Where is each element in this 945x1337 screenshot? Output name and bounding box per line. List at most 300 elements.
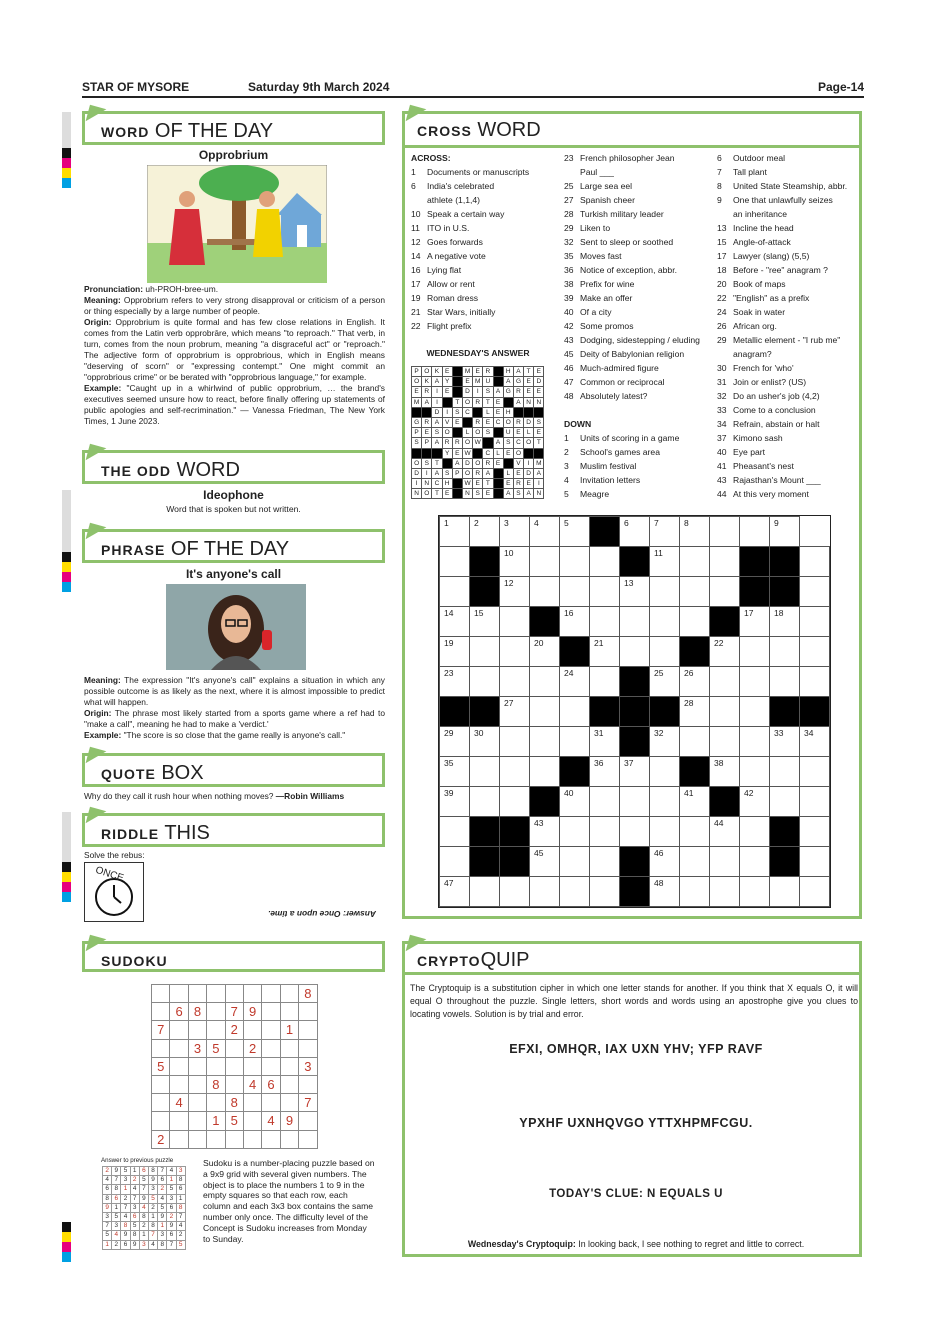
- sudoku-cell[interactable]: [170, 1021, 188, 1039]
- clue-col2b-0: 1 Units of scoring in a game: [564, 433, 680, 443]
- crossword-cell[interactable]: [770, 877, 800, 907]
- sudoku-cell[interactable]: 5: [207, 1039, 225, 1057]
- clue-col1-1: 6 India's celebrated: [411, 181, 495, 191]
- crossword-cell[interactable]: 11: [650, 547, 680, 577]
- crossword-cell[interactable]: 1: [440, 517, 470, 547]
- crossword-cell[interactable]: 14: [440, 607, 470, 637]
- sudoku-cell[interactable]: 6: [262, 1075, 280, 1093]
- crossword-cell[interactable]: [650, 817, 680, 847]
- sudoku-cell[interactable]: [243, 1130, 261, 1148]
- crossword-cell[interactable]: [800, 607, 830, 637]
- sudoku-cell[interactable]: [225, 985, 243, 1003]
- crossword-cell[interactable]: 3: [500, 517, 530, 547]
- crossword-cell[interactable]: [590, 577, 620, 607]
- crossword-cell[interactable]: 34: [800, 727, 830, 757]
- crossword-cell[interactable]: [530, 547, 560, 577]
- sudoku-cell[interactable]: [188, 1021, 206, 1039]
- sudoku-answer-cell: 1: [139, 1231, 148, 1240]
- crossword-cell[interactable]: [740, 697, 770, 727]
- sudoku-cell[interactable]: [170, 1039, 188, 1057]
- crossword-grid[interactable]: [438, 515, 831, 908]
- previous-answer-grid: [411, 366, 544, 499]
- sudoku-cell[interactable]: [152, 1094, 170, 1112]
- crossword-cell[interactable]: [440, 817, 470, 847]
- registration-marks-bottom: [62, 1222, 71, 1262]
- crossword-cell[interactable]: [680, 847, 710, 877]
- sudoku-cell[interactable]: [280, 1039, 298, 1057]
- registration-marks-mid: [62, 490, 71, 592]
- sudoku-cell[interactable]: 4: [243, 1075, 261, 1093]
- answer-cell: C: [493, 417, 503, 427]
- crossword-cell[interactable]: [710, 847, 740, 877]
- sudoku-cell[interactable]: 9: [280, 1112, 298, 1130]
- answer-cell: I: [412, 479, 422, 489]
- crossword-cell[interactable]: [770, 637, 800, 667]
- crossword-cell[interactable]: 9: [770, 517, 800, 547]
- crossword-cell[interactable]: [530, 727, 560, 757]
- sudoku-cell[interactable]: [152, 1075, 170, 1093]
- crossword-cell[interactable]: 20: [530, 637, 560, 667]
- crossword-cell[interactable]: 26: [680, 667, 710, 697]
- sudoku-cell[interactable]: 1: [280, 1021, 298, 1039]
- sudoku-cell[interactable]: [170, 1112, 188, 1130]
- clue-col2a-1: Paul ___: [580, 167, 614, 177]
- crossword-cell[interactable]: [740, 877, 770, 907]
- crossword-cell[interactable]: 17: [740, 607, 770, 637]
- crossword-cell[interactable]: [440, 847, 470, 877]
- crossword-cell[interactable]: [530, 757, 560, 787]
- sudoku-grid: [151, 984, 318, 1149]
- crossword-cell[interactable]: [740, 727, 770, 757]
- crossword-cell[interactable]: [440, 547, 470, 577]
- crossword-cell[interactable]: 12: [500, 577, 530, 607]
- sudoku-cell[interactable]: [188, 1112, 206, 1130]
- clue-col1-9: 19 Roman dress: [411, 293, 479, 303]
- crossword-cell[interactable]: 13: [620, 577, 650, 607]
- crossword-cell[interactable]: [650, 787, 680, 817]
- crossword-cell: [770, 547, 800, 577]
- crossword-cell[interactable]: 36: [590, 757, 620, 787]
- crossword-cell[interactable]: 39: [440, 787, 470, 817]
- sudoku-cell[interactable]: [225, 1039, 243, 1057]
- answer-cell: O: [524, 438, 534, 448]
- answer-cell: T: [483, 479, 493, 489]
- crossword-cell[interactable]: [500, 637, 530, 667]
- crossword-cell[interactable]: [710, 547, 740, 577]
- answer-cell: T: [534, 438, 544, 448]
- crossword-cell[interactable]: [650, 607, 680, 637]
- crossword-cell[interactable]: [800, 577, 830, 607]
- crossword-cell[interactable]: [650, 577, 680, 607]
- sudoku-cell[interactable]: 3: [299, 1057, 317, 1075]
- answer-cell: [432, 448, 442, 458]
- crossword-cell[interactable]: 24: [560, 667, 590, 697]
- crossword-cell[interactable]: [500, 877, 530, 907]
- crossword-cell[interactable]: [530, 877, 560, 907]
- sudoku-cell[interactable]: 3: [188, 1039, 206, 1057]
- answer-cell: I: [473, 387, 483, 397]
- crossword-cell[interactable]: [470, 667, 500, 697]
- crossword-cell[interactable]: [500, 727, 530, 757]
- crossword-cell[interactable]: 30: [470, 727, 500, 757]
- crossword-cell[interactable]: [710, 727, 740, 757]
- crossword-cell[interactable]: [680, 877, 710, 907]
- crossword-cell[interactable]: [560, 547, 590, 577]
- answer-cell: N: [422, 479, 432, 489]
- sudoku-cell[interactable]: 8: [225, 1094, 243, 1112]
- crossword-cell[interactable]: 15: [470, 607, 500, 637]
- crossword-cell[interactable]: [440, 577, 470, 607]
- crossword-cell[interactable]: [500, 667, 530, 697]
- crossword-cell[interactable]: 16: [560, 607, 590, 637]
- crossword-cell[interactable]: [740, 637, 770, 667]
- sudoku-cell[interactable]: [243, 1094, 261, 1112]
- sudoku-cell[interactable]: 4: [262, 1112, 280, 1130]
- sudoku-cell[interactable]: [225, 1130, 243, 1148]
- riddle-header: RIDDLE THIS: [82, 813, 385, 847]
- crossword-cell[interactable]: [710, 577, 740, 607]
- crossword-cell[interactable]: [500, 787, 530, 817]
- sudoku-cell[interactable]: [299, 1039, 317, 1057]
- crossword-cell[interactable]: [710, 697, 740, 727]
- crossword-cell[interactable]: [620, 787, 650, 817]
- sudoku-cell[interactable]: [170, 1075, 188, 1093]
- crossword-cell[interactable]: [800, 877, 830, 907]
- crossword-cell[interactable]: [650, 637, 680, 667]
- crossword-cell[interactable]: [740, 847, 770, 877]
- crossword-cell[interactable]: [770, 757, 800, 787]
- sudoku-cell[interactable]: [299, 1130, 317, 1148]
- clue-col3-8: 18 Before - "ree" anagram ?: [717, 265, 828, 275]
- crossword-cell[interactable]: 41: [680, 787, 710, 817]
- crossword-cell[interactable]: [740, 667, 770, 697]
- sudoku-cell[interactable]: [262, 1057, 280, 1075]
- sudoku-cell[interactable]: [188, 1075, 206, 1093]
- sudoku-answer-cell: 3: [139, 1240, 148, 1249]
- sudoku-cell[interactable]: [188, 1130, 206, 1148]
- answer-cell: Y: [442, 448, 452, 458]
- crossword-cell: [530, 787, 560, 817]
- crossword-cell[interactable]: [530, 697, 560, 727]
- crossword-cell: [770, 847, 800, 877]
- crossword-cell[interactable]: [770, 787, 800, 817]
- clue-col1-3: 10 Speak a certain way: [411, 209, 505, 219]
- crossword-cell[interactable]: 25: [650, 667, 680, 697]
- answer-cell: R: [513, 387, 523, 397]
- crossword-cell[interactable]: [560, 847, 590, 877]
- crossword-cell[interactable]: [620, 607, 650, 637]
- crossword-cell[interactable]: 10: [500, 547, 530, 577]
- crossword-cell[interactable]: [800, 667, 830, 697]
- clue-col2b-3: 4 Invitation letters: [564, 475, 641, 485]
- sudoku-cell[interactable]: [207, 1003, 225, 1021]
- answer-cell: W: [462, 479, 472, 489]
- sudoku-cell[interactable]: [188, 985, 206, 1003]
- crossword-cell[interactable]: [560, 577, 590, 607]
- crossword-cell[interactable]: [800, 547, 830, 577]
- crossword-cell[interactable]: [680, 727, 710, 757]
- answer-cell: M: [462, 367, 472, 377]
- crossword-cell[interactable]: 5: [560, 517, 590, 547]
- sudoku-answer-cell: 4: [148, 1240, 157, 1249]
- sudoku-cell[interactable]: [152, 1003, 170, 1021]
- crossword-cell[interactable]: 47: [440, 877, 470, 907]
- sudoku-cell[interactable]: [299, 1075, 317, 1093]
- sudoku-cell[interactable]: [243, 1112, 261, 1130]
- riddle-answer: Answer: Once upon a time.: [268, 909, 376, 919]
- crossword-cell[interactable]: [470, 637, 500, 667]
- clue-col3-17: 32 Do an usher's job (4,2): [717, 391, 820, 401]
- sudoku-cell[interactable]: [207, 1057, 225, 1075]
- sudoku-cell[interactable]: 2: [152, 1130, 170, 1148]
- sudoku-cell[interactable]: [262, 1003, 280, 1021]
- sudoku-cell[interactable]: [243, 1057, 261, 1075]
- sudoku-cell[interactable]: [207, 985, 225, 1003]
- sudoku-cell[interactable]: [280, 1130, 298, 1148]
- answer-cell: E: [513, 468, 523, 478]
- sudoku-answer-cell: 9: [103, 1203, 112, 1212]
- sudoku-cell[interactable]: [188, 1057, 206, 1075]
- sudoku-cell[interactable]: 8: [188, 1003, 206, 1021]
- sudoku-cell[interactable]: [207, 1130, 225, 1148]
- sudoku-cell[interactable]: [152, 985, 170, 1003]
- crossword-cell[interactable]: [710, 667, 740, 697]
- sudoku-answer-cell: 7: [121, 1203, 130, 1212]
- answer-cell: G: [412, 417, 422, 427]
- crossword-cell[interactable]: [680, 607, 710, 637]
- crossword-cell: [440, 697, 470, 727]
- crossword-cell[interactable]: 46: [650, 847, 680, 877]
- sudoku-cell[interactable]: [280, 1075, 298, 1093]
- sudoku-cell[interactable]: [262, 1021, 280, 1039]
- crossword-cell[interactable]: [710, 517, 740, 547]
- answer-cell: T: [432, 458, 442, 468]
- crossword-cell[interactable]: [620, 817, 650, 847]
- sudoku-answer-cell: 3: [103, 1212, 112, 1221]
- sudoku-cell[interactable]: [280, 1057, 298, 1075]
- crossword-cell[interactable]: 7: [650, 517, 680, 547]
- sudoku-cell[interactable]: 2: [225, 1021, 243, 1039]
- sudoku-cell[interactable]: 4: [170, 1094, 188, 1112]
- sudoku-cell[interactable]: 7: [152, 1021, 170, 1039]
- crossword-cell[interactable]: 28: [680, 697, 710, 727]
- crossword-cell[interactable]: [590, 667, 620, 697]
- crossword-cell[interactable]: 42: [740, 787, 770, 817]
- sudoku-cell[interactable]: [225, 1075, 243, 1093]
- sudoku-cell[interactable]: 7: [225, 1003, 243, 1021]
- sudoku-answer-cell: 6: [130, 1212, 139, 1221]
- sudoku-cell[interactable]: [299, 1112, 317, 1130]
- crossword-cell: [590, 697, 620, 727]
- crossword-cell[interactable]: [500, 607, 530, 637]
- answer-cell: E: [524, 387, 534, 397]
- crossword-cell[interactable]: [680, 547, 710, 577]
- crossword-cell[interactable]: 48: [650, 877, 680, 907]
- crossword-cell[interactable]: 43: [530, 817, 560, 847]
- sudoku-answer-cell: 8: [121, 1222, 130, 1231]
- rebus-word: ONCE: [94, 864, 125, 885]
- sudoku-answer-cell: 1: [176, 1194, 185, 1203]
- sudoku-cell[interactable]: 9: [243, 1003, 261, 1021]
- crossword-cell[interactable]: 6: [620, 517, 650, 547]
- answer-cell: [534, 448, 544, 458]
- sudoku-answer-cell: 1: [112, 1203, 121, 1212]
- crossword-cell[interactable]: [590, 607, 620, 637]
- sudoku-cell[interactable]: [262, 985, 280, 1003]
- clue-col2b-4: 5 Meagre: [564, 489, 610, 499]
- sudoku-cell[interactable]: [188, 1094, 206, 1112]
- crossword-cell[interactable]: [470, 757, 500, 787]
- answer-cell: T: [432, 489, 442, 499]
- phrase-of-day-header: PHRASE OF THE DAY: [82, 529, 385, 563]
- sudoku-cell[interactable]: [280, 985, 298, 1003]
- answer-cell: E: [412, 387, 422, 397]
- crossword-cell[interactable]: 19: [440, 637, 470, 667]
- crossword-cell[interactable]: 38: [710, 757, 740, 787]
- crossword-cell[interactable]: [770, 667, 800, 697]
- sudoku-cell[interactable]: [243, 1021, 261, 1039]
- crossword-cell[interactable]: [800, 637, 830, 667]
- crossword-cell[interactable]: [500, 757, 530, 787]
- crossword-cell[interactable]: [800, 847, 830, 877]
- answer-cell: C: [432, 479, 442, 489]
- clue-col3-22: 41 Pheasant's nest: [717, 461, 794, 471]
- sudoku-cell[interactable]: [262, 1039, 280, 1057]
- crossword-cell[interactable]: 44: [710, 817, 740, 847]
- sudoku-cell[interactable]: [152, 1039, 170, 1057]
- crossword-cell: [800, 697, 830, 727]
- crossword-cell[interactable]: [560, 877, 590, 907]
- crossword-cell[interactable]: [650, 757, 680, 787]
- sudoku-cell[interactable]: 7: [299, 1094, 317, 1112]
- sudoku-cell[interactable]: [299, 1003, 317, 1021]
- answer-cell: E: [422, 428, 432, 438]
- clue-col3-5: 13 Incline the head: [717, 223, 794, 233]
- sudoku-answer-cell: 2: [112, 1240, 121, 1249]
- clue-col2a-2: 25 Large sea eel: [564, 181, 633, 191]
- sudoku-cell[interactable]: [170, 1057, 188, 1075]
- crossword-cell[interactable]: [680, 577, 710, 607]
- crossword-cell[interactable]: [590, 877, 620, 907]
- sudoku-cell[interactable]: [152, 1112, 170, 1130]
- crossword-cell[interactable]: [800, 757, 830, 787]
- crossword-cell[interactable]: 45: [530, 847, 560, 877]
- sudoku-cell[interactable]: 1: [207, 1112, 225, 1130]
- crossword-cell[interactable]: 35: [440, 757, 470, 787]
- crossword-cell[interactable]: [470, 787, 500, 817]
- crossword-cell[interactable]: [710, 877, 740, 907]
- crossword-cell[interactable]: [530, 667, 560, 697]
- sudoku-cell[interactable]: 5: [225, 1112, 243, 1130]
- crossword-cell[interactable]: [590, 847, 620, 877]
- sudoku-cell[interactable]: 8: [299, 985, 317, 1003]
- clue-col2a-12: 42 Some promos: [564, 321, 634, 331]
- crossword-cell[interactable]: [560, 697, 590, 727]
- sudoku-answer-cell: 7: [139, 1185, 148, 1194]
- sudoku-cell[interactable]: [262, 1094, 280, 1112]
- answer-cell: O: [422, 367, 432, 377]
- answer-cell: [493, 428, 503, 438]
- crossword-cell[interactable]: [560, 817, 590, 847]
- sudoku-cell[interactable]: 5: [152, 1057, 170, 1075]
- crossword-cell[interactable]: 29: [440, 727, 470, 757]
- clue-col2b-2: 3 Muslim festival: [564, 461, 637, 471]
- crossword-cell[interactable]: 31: [590, 727, 620, 757]
- sudoku-cell[interactable]: 8: [207, 1075, 225, 1093]
- crossword-cell[interactable]: [590, 817, 620, 847]
- crossword-cell[interactable]: [620, 637, 650, 667]
- crossword-cell[interactable]: 21: [590, 637, 620, 667]
- crossword-cell[interactable]: [740, 817, 770, 847]
- crossword-cell[interactable]: [590, 547, 620, 577]
- crossword-cell[interactable]: 8: [680, 517, 710, 547]
- cryptoquip-previous: Wednesday's Cryptoquip: In looking back, I see nothing to regret and little to correct.: [467, 1239, 805, 1249]
- sudoku-answer-cell: 6: [176, 1185, 185, 1194]
- crossword-cell[interactable]: 37: [620, 757, 650, 787]
- crossword-cell[interactable]: [680, 817, 710, 847]
- sudoku-cell[interactable]: [225, 1057, 243, 1075]
- answer-cell: R: [483, 367, 493, 377]
- clue-col3-1: 7 Tall plant: [717, 167, 767, 177]
- sudoku-cell[interactable]: [280, 1003, 298, 1021]
- sudoku-cell[interactable]: [170, 985, 188, 1003]
- crossword-cell[interactable]: [560, 727, 590, 757]
- rebus-box: [84, 862, 144, 922]
- crossword-cell[interactable]: 4: [530, 517, 560, 547]
- sudoku-answer-cell: 9: [121, 1231, 130, 1240]
- crossword-cell[interactable]: [470, 877, 500, 907]
- sudoku-answer-cell: 3: [158, 1231, 167, 1240]
- sudoku-answer-cell: 5: [139, 1176, 148, 1185]
- answer-cell: C: [483, 448, 493, 458]
- answer-cell: [422, 448, 432, 458]
- answer-cell: E: [524, 377, 534, 387]
- sudoku-cell[interactable]: [280, 1094, 298, 1112]
- sudoku-cell[interactable]: [262, 1130, 280, 1148]
- crossword-cell[interactable]: 40: [560, 787, 590, 817]
- crossword-cell: [620, 547, 650, 577]
- answer-cell: E: [493, 458, 503, 468]
- sudoku-cell[interactable]: 6: [170, 1003, 188, 1021]
- crossword-cell[interactable]: [530, 577, 560, 607]
- crossword-cell[interactable]: 32: [650, 727, 680, 757]
- odd-word-header: THE ODD WORD: [82, 450, 385, 484]
- crossword-cell[interactable]: [590, 787, 620, 817]
- crossword-cell[interactable]: 23: [440, 667, 470, 697]
- answer-cell: R: [473, 417, 483, 427]
- crossword-cell[interactable]: [740, 757, 770, 787]
- sudoku-cell[interactable]: [207, 1021, 225, 1039]
- crossword-cell[interactable]: 27: [500, 697, 530, 727]
- sudoku-answer-cell: 4: [176, 1222, 185, 1231]
- crossword-cell[interactable]: [800, 787, 830, 817]
- answer-cell: N: [534, 397, 544, 407]
- sudoku-cell[interactable]: [243, 985, 261, 1003]
- sudoku-cell[interactable]: 2: [243, 1039, 261, 1057]
- crossword-cell[interactable]: [740, 517, 770, 547]
- sudoku-cell[interactable]: [299, 1021, 317, 1039]
- answer-cell: [503, 397, 513, 407]
- crossword-cell[interactable]: 18: [770, 607, 800, 637]
- crossword-cell[interactable]: 22: [710, 637, 740, 667]
- answer-cell: S: [432, 428, 442, 438]
- sudoku-cell[interactable]: [207, 1094, 225, 1112]
- crossword-cell[interactable]: 33: [770, 727, 800, 757]
- sudoku-answer-cell: 2: [176, 1231, 185, 1240]
- crossword-cell[interactable]: [800, 817, 830, 847]
- crossword-cell[interactable]: 2: [470, 517, 500, 547]
- sudoku-cell[interactable]: [170, 1130, 188, 1148]
